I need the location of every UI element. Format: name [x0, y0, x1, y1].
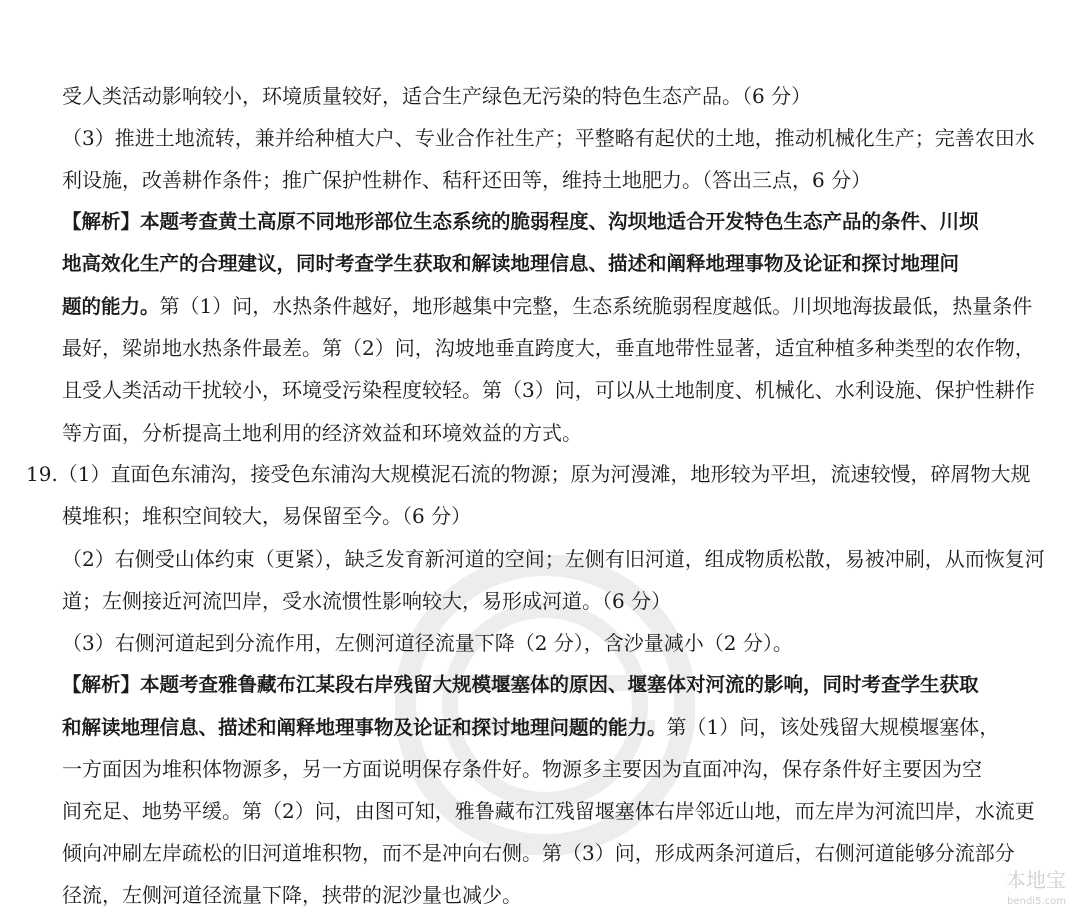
analysis-line-3: 题的能力。第（1）问，水热条件越好，地形越集中完整，生态系统脆弱程度越低。川坝地海拔最低，热量条件	[62, 294, 1033, 318]
analysis-line-16: 和解读地理信息、描述和阐释地理事物及论证和探讨地理问题的能力。第（1）问，该处残留大规模堰塞体，	[62, 715, 1000, 739]
text-line-17: 一方面因为堆积体物源多，另一方面说明保存条件好。物源多主要因为直面冲沟，保存条件好主要因为空	[62, 757, 982, 781]
text-line-8: 且受人类活动干扰较小，环境受污染程度较轻。第（3）问，可以从土地制度、机械化、水利设施、保护性耕作	[62, 378, 1035, 402]
text-line-18: 间充足、地势平缓。第（2）问，由图可知，雅鲁藏布江残留堰塞体右岸邻近山地，而左岸为河流凹岸，水流更	[62, 799, 1035, 823]
text-line-12: （2）右侧受山体约束（更紧），缺乏发育新河道的空间；左侧有旧河道，组成物质松散，易被冲刷，从而恢复河	[62, 547, 1045, 571]
text-line-13: 道；左侧接近河流凹岸，受水流惯性影响较大，易形成河道。（6 分）	[62, 589, 672, 613]
text-line-19: 倾向冲刷左岸疏松的旧河道堆积物，而不是冲向右侧。第（3）问，形成两条河道后，右侧河道能够分流部分	[62, 841, 1015, 865]
text-line-3: 利设施，改善耕作条件；推广保护性耕作、秸秆还田等，维持土地肥力。（答出三点，6 分）	[62, 168, 872, 192]
text-line-20: 径流，左侧河道径流量下降，挟带的泥沙量也减少。	[62, 883, 522, 907]
text-line-2: （3）推进土地流转，兼并给种植大户、专业合作社生产；平整略有起伏的土地，推动机械化生产；完善农田水	[62, 126, 1035, 150]
analysis-heading-1: 【解析】本题考查黄土高原不同地形部位生态系统的脆弱程度、沟坝地适合开发特色生态产品的条件、川坝	[62, 210, 979, 233]
text-line-14: （3）右侧河道起到分流作用，左侧河道径流量下降（2 分），含沙量减小（2 分）。	[62, 631, 793, 655]
site-logo-text: 本地宝	[1006, 868, 1066, 892]
analysis-heading-2: 【解析】本题考查雅鲁藏布江某段右岸残留大规模堰塞体的原因、堰塞体对河流的影响，同时考查学生获取	[62, 673, 979, 696]
text-line-1: 受人类活动影响较小，环境质量较好，适合生产绿色无污染的特色生态产品。（6 分）	[62, 84, 812, 108]
site-logo-sub: bendi5.com	[1007, 896, 1066, 907]
text-line-7: 最好，梁峁地水热条件最差。第（2）问，沟坡地垂直跨度大，垂直地带性显著，适宜种植多种类型的农作物，	[62, 336, 1035, 360]
analysis-line-2: 地高效化生产的合理建议，同时考查学生获取和解读地理信息、描述和阐释地理事物及论证和探讨地理问	[62, 252, 960, 275]
text-line-9: 等方面，分析提高土地利用的经济效益和环境效益的方式。	[62, 421, 582, 445]
question-19-line-1: 19.（1）直面色东浦沟，接受色东浦沟大规模泥石流的物源；原为河漫滩，地形较为平坦，流速较慢，碎屑物大规	[26, 462, 1031, 486]
text-line-11: 模堆积；堆积空间较大，易保留至今。（6 分）	[62, 504, 472, 528]
